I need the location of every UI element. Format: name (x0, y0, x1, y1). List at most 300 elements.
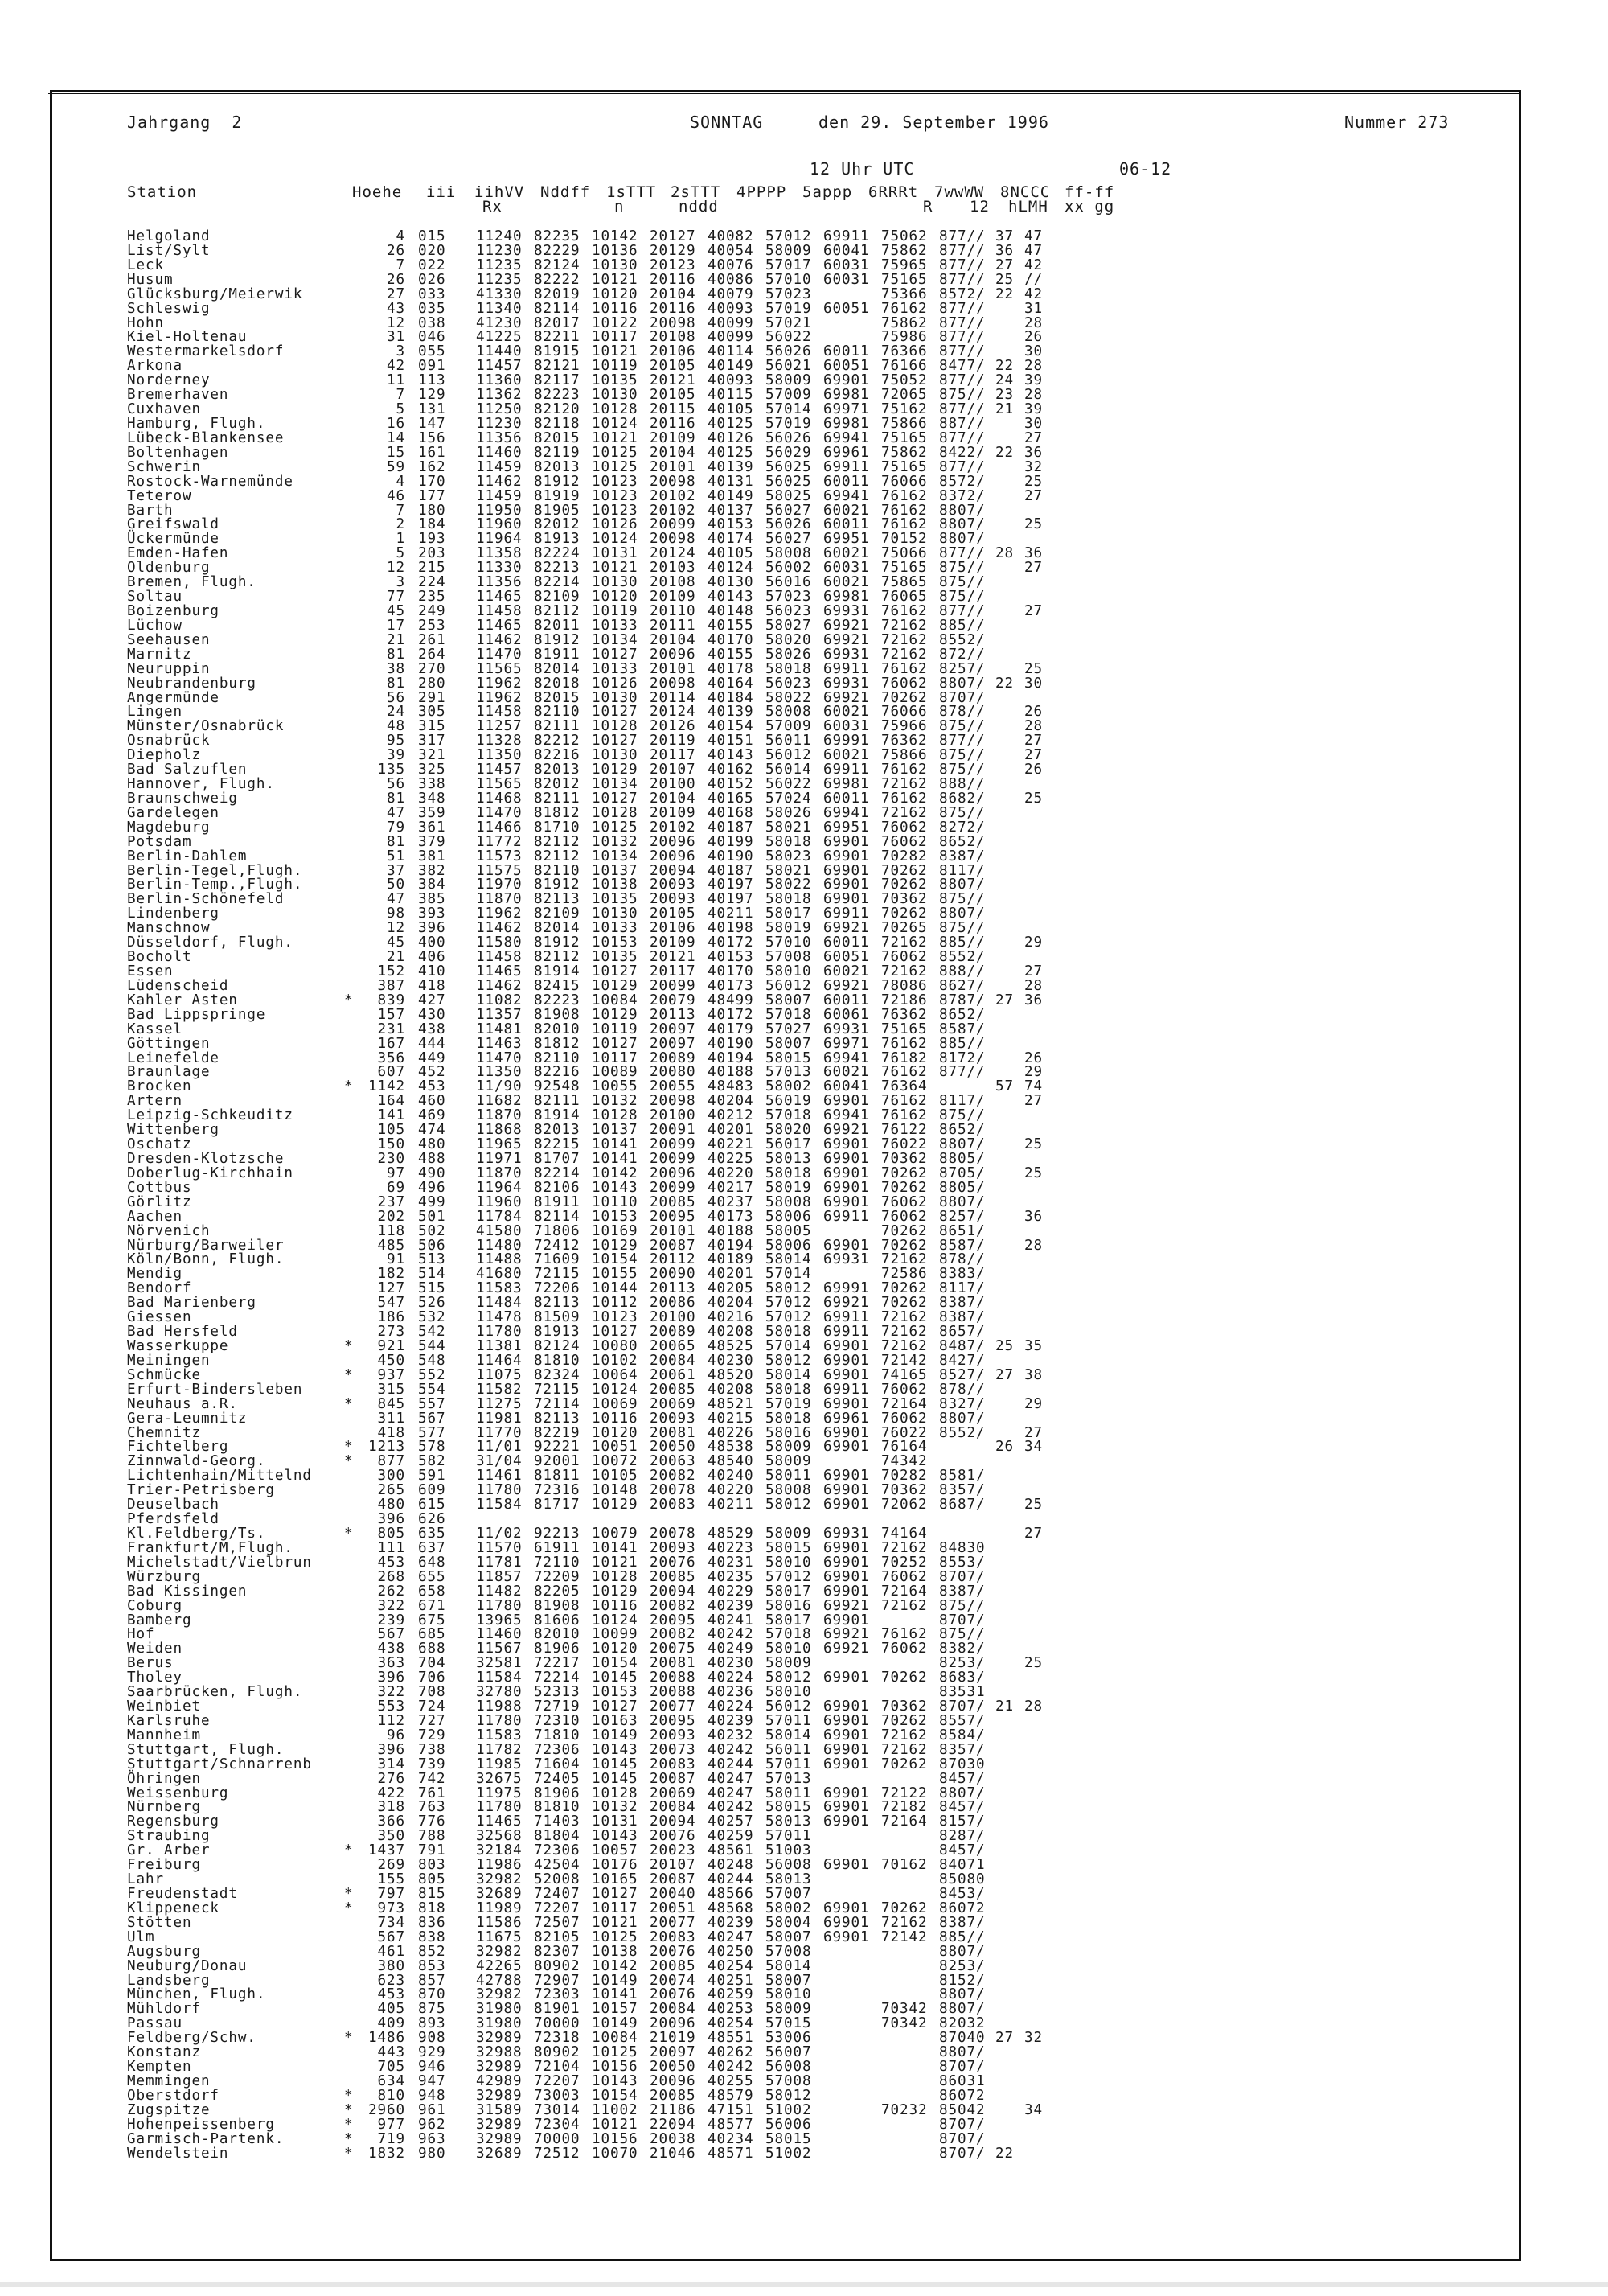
pppp: 40139 (708, 704, 754, 721)
pppp: 40125 (708, 444, 754, 461)
appp: 58027 (765, 617, 812, 634)
wwww: 75165 (881, 560, 928, 577)
iii: 499 (418, 1193, 446, 1210)
col-iihvv: iihVV (474, 183, 525, 201)
iihvv: 11780 (476, 1799, 523, 1816)
nccc: 8651/ (939, 1222, 986, 1239)
mountain-marker (344, 1052, 365, 1066)
ff-xx: 57 (995, 1078, 1014, 1095)
hoehe: 112 (377, 1712, 405, 1729)
nddff: 82010 (534, 1626, 580, 1643)
iii: 582 (418, 1453, 446, 1470)
tttt2: 20097 (650, 2044, 696, 2061)
appp: 58012 (765, 1352, 812, 1369)
pppp: 48483 (708, 1078, 754, 1095)
tttt2: 20074 (650, 1972, 696, 1989)
ff-xx: 27 (995, 257, 1014, 273)
wwww: 70362 (881, 1151, 928, 1167)
iii: 961 (418, 2101, 446, 2118)
hoehe: 12 (387, 314, 405, 331)
appp: 58009 (765, 1655, 812, 1672)
ff-xx (991, 490, 1023, 504)
tttt1: 10124 (592, 1612, 638, 1629)
table-row (127, 1642, 1052, 1657)
station-name: Schleswig (127, 300, 211, 317)
hoehe: 1832 (368, 2145, 405, 2162)
iihvv: 11459 (476, 458, 523, 475)
hoehe: 877 (377, 1453, 405, 1470)
ff-xx (991, 836, 1023, 850)
rrrt: 69961 (823, 1410, 870, 1427)
col-2sttt-sub: nddd (679, 198, 719, 216)
nccc: 8572/ (939, 473, 986, 490)
iihvv: 11989 (476, 1900, 523, 1916)
tttt1: 10138 (592, 877, 638, 893)
appp: 58026 (765, 646, 812, 663)
appp: 57018 (765, 1107, 812, 1124)
nddff: 81812 (534, 804, 580, 821)
mountain-marker (344, 907, 365, 922)
nddff: 82112 (534, 848, 580, 865)
nddff: 82224 (534, 545, 580, 562)
iihvv: 11257 (476, 718, 523, 735)
mountain-marker (344, 417, 365, 432)
ff-xx (991, 1052, 1023, 1066)
ff-gg (1023, 1282, 1052, 1296)
hoehe: 314 (377, 1756, 405, 1772)
nccc: 877// (939, 300, 986, 317)
iihvv: 11964 (476, 531, 523, 548)
appp: 57011 (765, 1712, 812, 1729)
nddff: 81914 (534, 1107, 580, 1124)
wwww (875, 1945, 933, 1960)
table-row (127, 1498, 1052, 1513)
table-row (127, 2031, 1052, 2046)
iihvv: 11462 (476, 977, 523, 994)
appp: 58012 (765, 2087, 812, 2104)
pppp: 40172 (708, 934, 754, 951)
tttt2: 20108 (650, 329, 696, 346)
tttt2: 20080 (650, 1064, 696, 1081)
col-iihvv-sub: Rx (482, 198, 503, 216)
pppp: 40170 (708, 963, 754, 980)
hoehe: 485 (377, 1237, 405, 1254)
pppp: 40189 (708, 1251, 754, 1268)
mountain-marker (344, 2002, 365, 2017)
iii: 805 (418, 1871, 446, 1888)
station-table (127, 230, 1052, 2162)
hoehe: 56 (387, 776, 405, 793)
pppp: 40234 (708, 2130, 754, 2147)
iihvv: 11780 (476, 1324, 523, 1341)
pppp: 40224 (708, 1698, 754, 1715)
nddff: 82112 (534, 602, 580, 619)
tttt1: 10102 (592, 1352, 638, 1369)
iii: 291 (418, 689, 446, 706)
appp: 58021 (765, 819, 812, 836)
iihvv: 31980 (476, 2015, 523, 2032)
iii: 739 (418, 1756, 446, 1772)
iii: 708 (418, 1684, 446, 1701)
iihvv: 11082 (476, 992, 523, 1008)
nccc: 87030 (939, 1756, 986, 1772)
mountain-marker: * (344, 2116, 354, 2133)
wwww: 76162 (881, 1064, 928, 1081)
nddff: 72407 (534, 1886, 580, 1903)
tttt1: 10123 (592, 1309, 638, 1326)
hoehe: 973 (377, 1900, 405, 1916)
nddff: 82010 (534, 1021, 580, 1037)
appp: 56025 (765, 473, 812, 490)
rrrt: 69901 (823, 1698, 870, 1715)
rrrt: 69921 (823, 920, 870, 937)
nddff: 72310 (534, 1712, 580, 1729)
tttt2: 20098 (650, 314, 696, 331)
pppp: 40241 (708, 1612, 754, 1629)
mountain-marker: * (344, 1366, 354, 1383)
mountain-marker (344, 1657, 365, 1671)
pppp: 40155 (708, 617, 754, 634)
hoehe: 77 (387, 589, 405, 606)
ff-xx (991, 2133, 1023, 2147)
table-row (127, 288, 1052, 302)
tttt1: 10099 (592, 1626, 638, 1643)
nccc (933, 1440, 991, 1455)
hoehe: 31 (387, 329, 405, 346)
ff-gg: 28 (1024, 718, 1043, 735)
iii: 015 (418, 228, 446, 244)
pppp: 40197 (708, 891, 754, 908)
station-name: Neuruppin (127, 660, 211, 677)
ff-xx (991, 1527, 1023, 1542)
table-row (127, 1815, 1052, 1830)
pppp: 40137 (708, 502, 754, 519)
mountain-marker (344, 634, 365, 648)
rrrt: 69931 (823, 646, 870, 663)
iii: 055 (418, 343, 446, 360)
iihvv: 11962 (476, 689, 523, 706)
station-name: Berlin-Dahlem (127, 848, 248, 865)
mountain-marker (344, 432, 365, 446)
wwww: 70262 (881, 1900, 928, 1916)
tttt2: 20076 (650, 1554, 696, 1571)
rrrt: 60011 (823, 992, 870, 1008)
tttt2: 20082 (650, 1468, 696, 1485)
rrrt (817, 2104, 875, 2118)
mountain-marker (344, 1167, 365, 1181)
wwww: 70262 (881, 1164, 928, 1181)
station-name: Öhringen (127, 1770, 201, 1787)
pppp: 40149 (708, 487, 754, 504)
tttt1: 10126 (592, 516, 638, 533)
iii: 947 (418, 2073, 446, 2089)
nccc: 8383/ (939, 1266, 986, 1283)
station-name: Greifswald (127, 516, 219, 533)
iii: 474 (418, 1122, 446, 1139)
hoehe: 105 (377, 1122, 405, 1139)
wwww: 72162 (881, 1914, 928, 1931)
appp: 56022 (765, 329, 812, 346)
hoehe: 79 (387, 819, 405, 836)
tttt2: 20100 (650, 776, 696, 793)
iii: 626 (418, 1511, 446, 1528)
wwww: 72162 (881, 804, 928, 821)
station-name: Garmisch-Partenk. (127, 2130, 285, 2147)
station-name: Lichtenhain/Mittelnd (127, 1468, 312, 1485)
tttt2: 20094 (650, 1583, 696, 1600)
appp: 58017 (765, 1612, 812, 1629)
rrrt: 60061 (823, 1006, 870, 1023)
table-row (127, 663, 1052, 677)
nccc: 875// (939, 589, 986, 606)
iihvv: 11583 (476, 1727, 523, 1744)
wwww: 72162 (881, 934, 928, 951)
ff-xx (991, 331, 1023, 345)
nddff: 81908 (534, 1006, 580, 1023)
pppp: 40115 (708, 387, 754, 404)
hoehe: 265 (377, 1482, 405, 1499)
mountain-marker (344, 1469, 365, 1484)
hoehe: 387 (377, 977, 405, 994)
table-row (127, 1196, 1052, 1210)
ff-xx (991, 1873, 1023, 1887)
nccc: 8807/ (939, 1410, 986, 1427)
station-name: Mendig (127, 1266, 183, 1283)
pppp: 40099 (708, 329, 754, 346)
appp: 58015 (765, 1799, 812, 1816)
nddff: 82216 (534, 1064, 580, 1081)
mountain-marker: * (344, 1525, 354, 1542)
station-name: Hohn (127, 314, 164, 331)
ff-gg (1023, 1469, 1052, 1484)
tttt1: 10084 (592, 2030, 638, 2047)
mountain-marker (344, 1138, 365, 1152)
pppp: 40211 (708, 1497, 754, 1514)
iii: 526 (418, 1295, 446, 1312)
hoehe: 634 (377, 2073, 405, 2089)
pppp: 48579 (708, 2087, 754, 2104)
appp: 56017 (765, 1136, 812, 1153)
nccc: 877// (939, 1064, 986, 1081)
hoehe: 56 (387, 689, 405, 706)
ff-xx: 23 (995, 387, 1014, 404)
wwww: 75162 (881, 401, 928, 418)
rrrt: 69901 (823, 1568, 870, 1585)
iii: 091 (418, 358, 446, 375)
tttt1: 10138 (592, 1943, 638, 1960)
nddff: 92548 (534, 1078, 580, 1095)
rrrt: 69941 (823, 804, 870, 821)
tttt1: 10130 (592, 574, 638, 591)
appp: 58010 (765, 1684, 812, 1701)
mountain-marker (344, 1556, 365, 1571)
hoehe: 45 (387, 602, 405, 619)
wwww (875, 1873, 933, 1887)
iii: 763 (418, 1799, 446, 1816)
hoehe: 623 (377, 1972, 405, 1989)
hoehe: 5 (396, 545, 405, 562)
appp: 57014 (765, 1266, 812, 1283)
table-row (127, 677, 1052, 692)
mountain-marker (344, 547, 365, 561)
station-name: Giessen (127, 1309, 192, 1326)
rrrt: 60021 (823, 747, 870, 764)
nccc: 8807/ (939, 2001, 986, 2018)
station-name: Kahler Asten (127, 992, 238, 1008)
iihvv: 11780 (476, 1482, 523, 1499)
wwww: 70262 (881, 877, 928, 893)
nddff: 81912 (534, 631, 580, 648)
nddff: 82113 (534, 1410, 580, 1427)
rrrt: 60011 (823, 343, 870, 360)
appp: 56026 (765, 343, 812, 360)
nddff: 72115 (534, 1381, 580, 1398)
tttt1: 10165 (592, 1871, 638, 1888)
station-name: Lübeck-Blankensee (127, 429, 285, 446)
tttt1: 10143 (592, 2073, 638, 2089)
iii: 203 (418, 545, 446, 562)
iihvv: 11682 (476, 1093, 523, 1110)
appp: 58009 (765, 1525, 812, 1542)
mountain-marker (344, 1412, 365, 1427)
rrrt: 60011 (823, 473, 870, 490)
ff-xx (991, 1642, 1023, 1657)
wwww: 76164 (881, 1439, 928, 1456)
tttt2: 20055 (650, 1078, 696, 1095)
tttt2: 20123 (650, 257, 696, 273)
pppp: 40212 (708, 1107, 754, 1124)
ff-xx (991, 1758, 1023, 1772)
station-name: Dresden-Klotzsche (127, 1151, 285, 1167)
iihvv: 11470 (476, 646, 523, 663)
nddff: 73003 (534, 2087, 580, 2104)
iihvv: 11/02 (476, 1525, 523, 1542)
wwww: 70262 (881, 1295, 928, 1312)
hoehe: 237 (377, 1193, 405, 1210)
tttt1: 10129 (592, 762, 638, 778)
wwww: 76062 (881, 819, 928, 836)
nddff: 81810 (534, 1352, 580, 1369)
ff-gg: 30 (1024, 415, 1043, 432)
iii: 591 (418, 1468, 446, 1485)
tttt1: 10129 (592, 1583, 638, 1600)
iihvv: 11575 (476, 862, 523, 879)
hoehe: 311 (377, 1410, 405, 1427)
ff-xx: 26 (995, 1439, 1014, 1456)
tttt2: 20102 (650, 487, 696, 504)
station-name: Kiel-Holtenau (127, 329, 248, 346)
iii: 131 (418, 401, 446, 418)
tttt2: 20109 (650, 429, 696, 446)
appp: 58005 (765, 1222, 812, 1239)
ff-xx (991, 1196, 1023, 1210)
tttt1: 10133 (592, 660, 638, 677)
nddff: 92001 (534, 1453, 580, 1470)
nddff: 82012 (534, 516, 580, 533)
nccc: 877// (939, 602, 986, 619)
ff-xx (991, 1657, 1023, 1671)
iihvv: 11675 (476, 1928, 523, 1945)
nccc: 87040 (939, 2030, 986, 2047)
pppp: 40153 (708, 949, 754, 966)
tttt2: 20075 (650, 1641, 696, 1657)
iii: 685 (418, 1626, 446, 1643)
nddff: 82211 (534, 329, 580, 346)
mountain-marker: * (344, 992, 354, 1008)
col-station: Station (127, 183, 198, 201)
station-name: Bad Hersfeld (127, 1324, 238, 1341)
rrrt: 69901 (823, 1395, 870, 1412)
nddff: 81812 (534, 1035, 580, 1052)
nddff: 82014 (534, 660, 580, 677)
hoehe: 450 (377, 1352, 405, 1369)
hoehe: 480 (377, 1497, 405, 1514)
mountain-marker (344, 1700, 365, 1715)
appp: 56008 (765, 2059, 812, 2076)
tttt1: 10143 (592, 1741, 638, 1758)
tttt2: 20086 (650, 1295, 696, 1312)
hoehe: 47 (387, 891, 405, 908)
appp: 58017 (765, 1583, 812, 1600)
iihvv: 11458 (476, 704, 523, 721)
iii: 688 (418, 1641, 446, 1657)
station-name: Fichtelberg (127, 1439, 229, 1456)
ff-xx (991, 1138, 1023, 1152)
nccc: 875// (939, 1597, 986, 1614)
rrrt: 69921 (823, 689, 870, 706)
wwww: 76366 (881, 343, 928, 360)
nddff: 82205 (534, 1583, 580, 1600)
station-name: Glücksburg/Meierwik (127, 285, 303, 302)
iihvv: 32989 (476, 2030, 523, 2047)
wwww (875, 1830, 933, 1844)
appp: 56012 (765, 977, 812, 994)
wwww: 70232 (881, 2101, 928, 2118)
appp: 57007 (765, 1886, 812, 1903)
ff-xx (991, 1556, 1023, 1571)
appp: 58010 (765, 1554, 812, 1571)
wwww: 72122 (881, 1785, 928, 1801)
nddff: 82014 (534, 920, 580, 937)
nddff: 82013 (534, 458, 580, 475)
rrrt: 69901 (823, 1670, 870, 1686)
wwww: 75165 (881, 1021, 928, 1037)
nddff: 92213 (534, 1525, 580, 1542)
rrrt (817, 1830, 875, 1844)
ff-gg (1023, 1787, 1052, 1801)
tttt2: 21186 (650, 2101, 696, 2118)
tttt2: 20083 (650, 1497, 696, 1514)
iii: 875 (418, 2001, 446, 2018)
ff-gg (1023, 1008, 1052, 1023)
station-name: Boizenburg (127, 602, 219, 619)
nccc: 8453/ (939, 1886, 986, 1903)
ff-xx (991, 2002, 1023, 2017)
tttt2: 20103 (650, 560, 696, 577)
station-name: München, Flugh. (127, 1986, 266, 2003)
wwww (875, 1960, 933, 1974)
tttt1: 10142 (592, 228, 638, 244)
iii: 655 (418, 1568, 446, 1585)
hoehe: 269 (377, 1857, 405, 1874)
mountain-marker (344, 1542, 365, 1556)
pppp: 40201 (708, 1122, 754, 1139)
hoehe: 186 (377, 1309, 405, 1326)
rrrt: 69901 (823, 1151, 870, 1167)
tttt1: 10127 (592, 1698, 638, 1715)
iihvv: 32568 (476, 1828, 523, 1845)
tttt1: 10143 (592, 1828, 638, 1845)
